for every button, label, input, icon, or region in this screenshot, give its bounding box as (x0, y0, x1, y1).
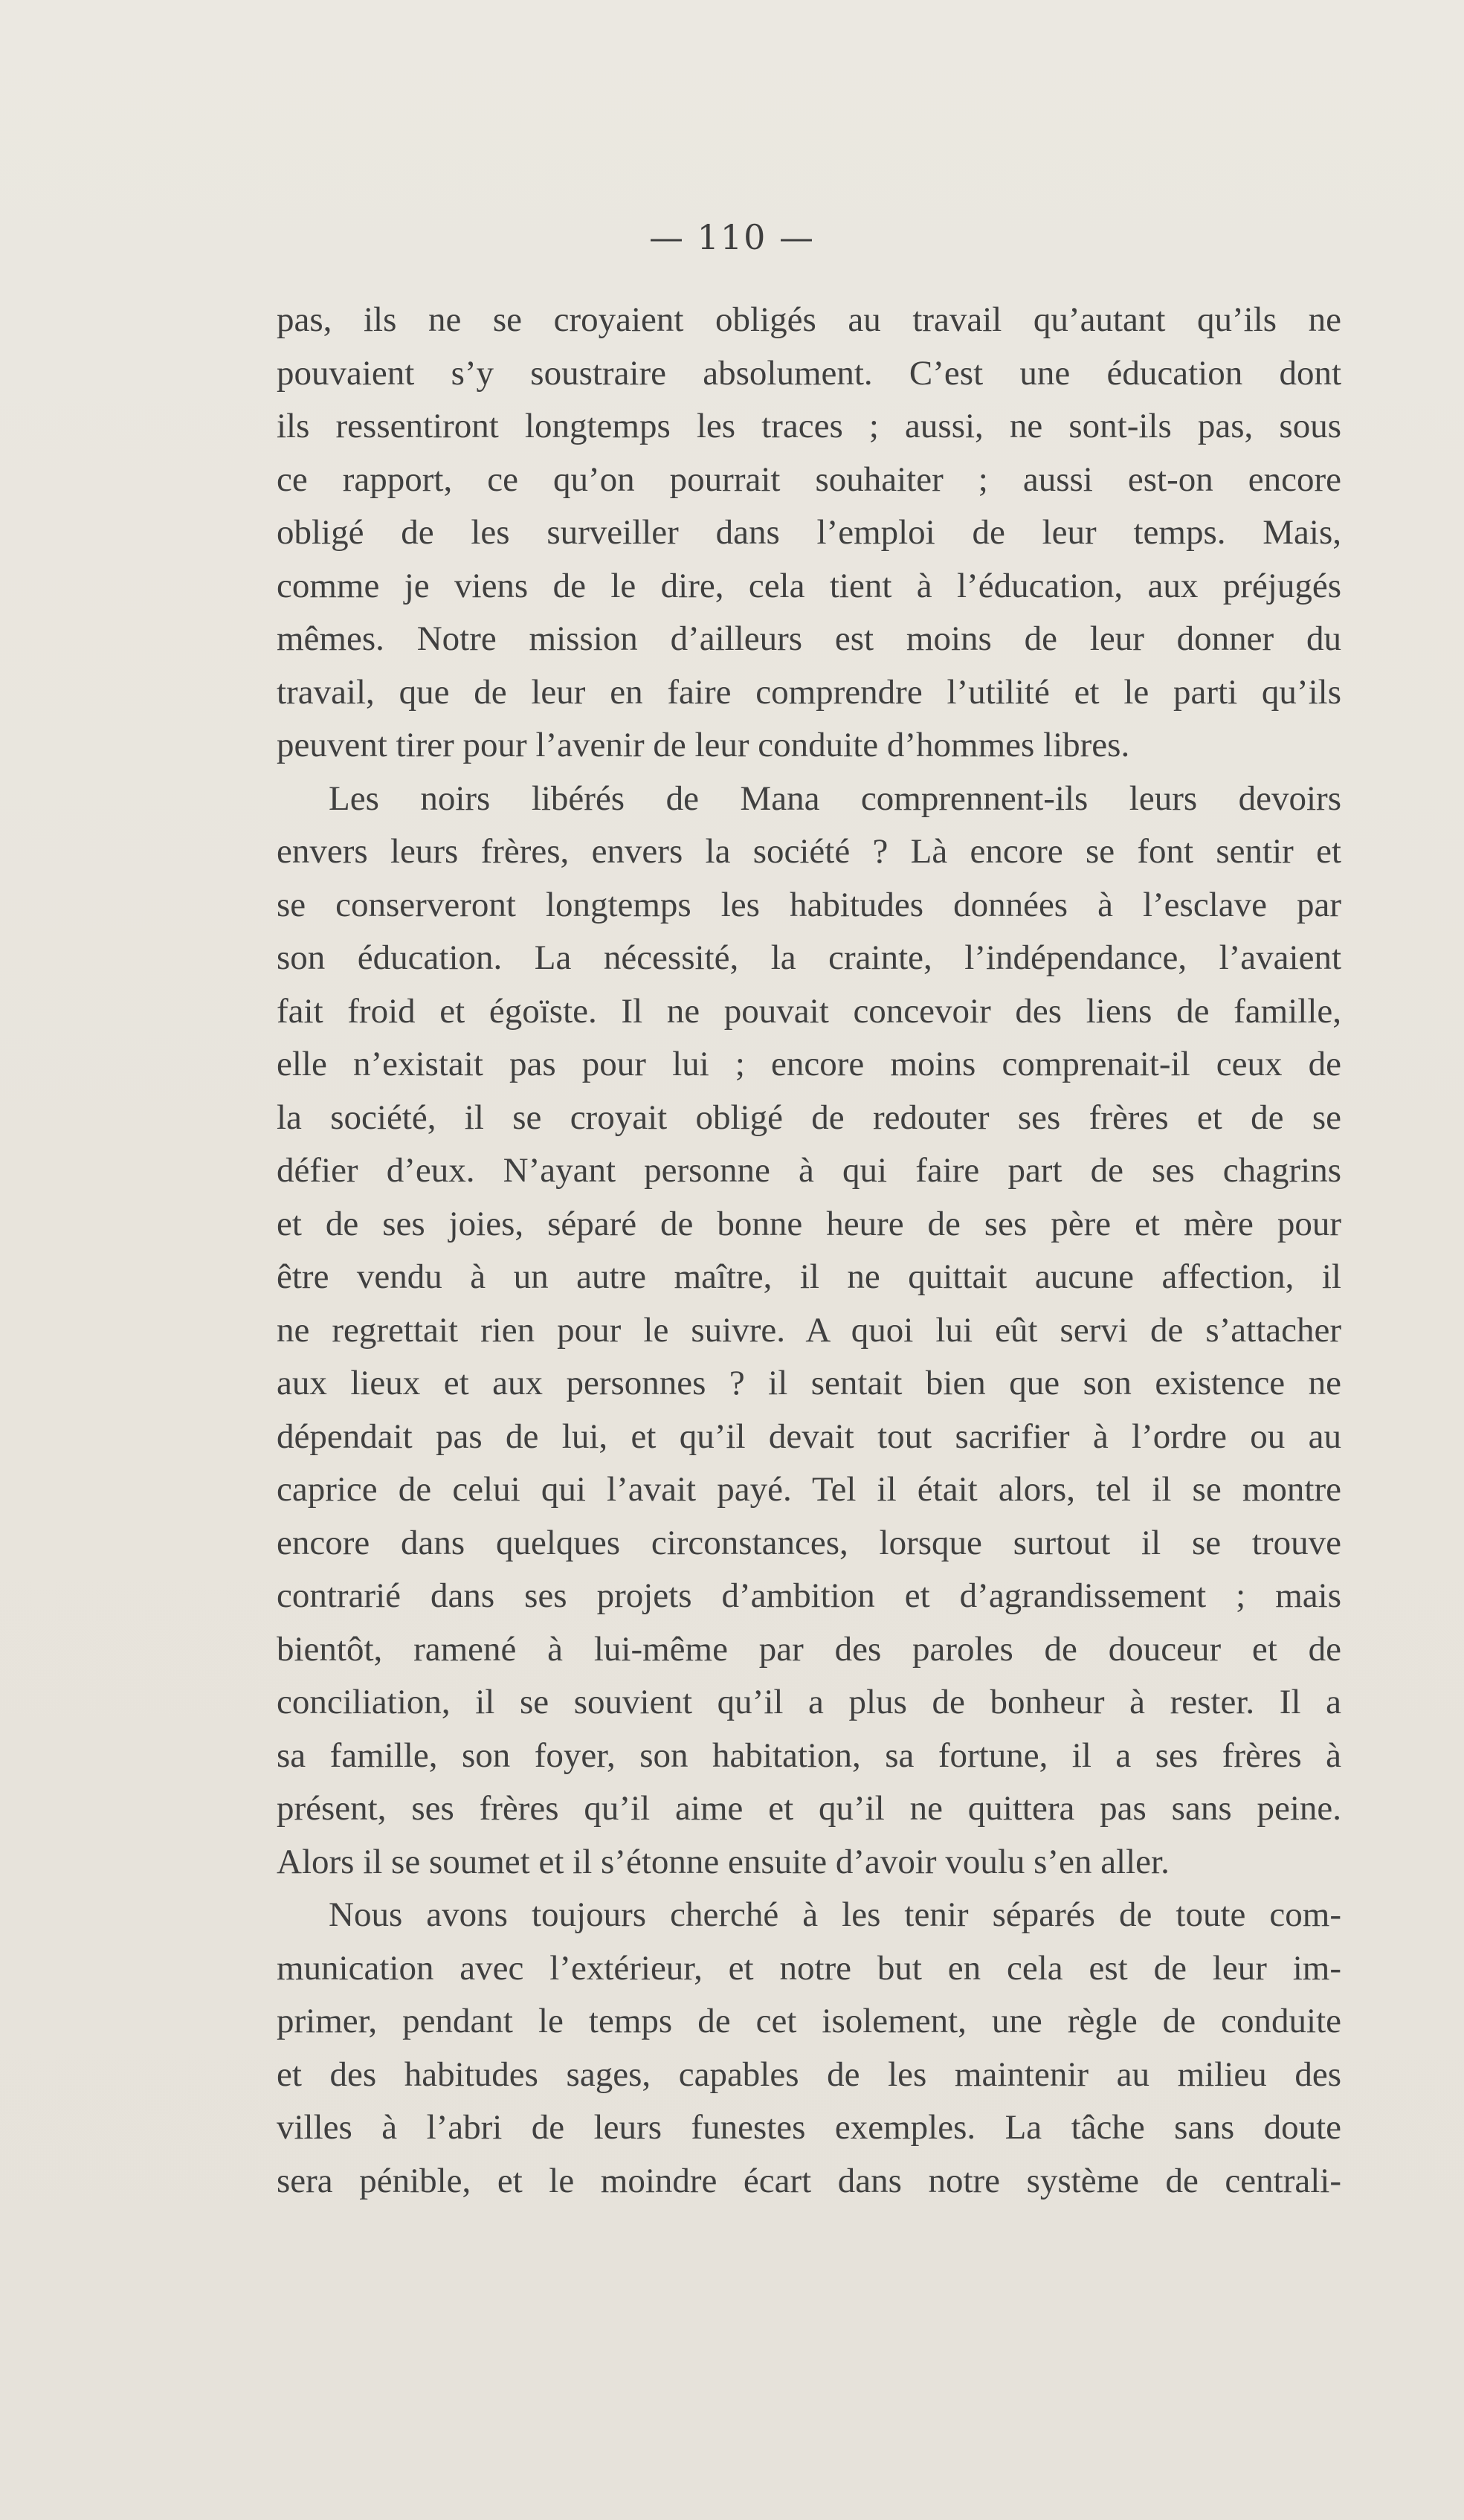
text-line: Les noirs libérés de Mana comprennent-ils leurs devoirs (329, 779, 1341, 818)
text-line: envers leurs frères, envers la société ? Là encore se font sentir et (277, 832, 1341, 871)
text-line: se conserveront longtemps les habitudes données à l’esclave par (277, 885, 1341, 924)
text-line: mêmes. Notre mission d’ailleurs est moins de leur donner du (277, 619, 1341, 658)
text-line: travail, que de leur en faire comprendre l’utilité et le parti qu’ils (277, 672, 1341, 712)
text-line: dépendait pas de lui, et qu’il devait tout sacrifier à l’ordre ou au (277, 1417, 1341, 1456)
text-line: obligé de les surveiller dans l’emploi de leur temps. Mais, (277, 513, 1341, 552)
text-line: et de ses joies, séparé de bonne heure de ses père et mère pour (277, 1204, 1341, 1243)
text-line: caprice de celui qui l’avait payé. Tel il était alors, tel il se montre (277, 1470, 1341, 1509)
page-number: — 110 — (648, 217, 816, 257)
text-line: son éducation. La nécessité, la crainte, l’indépendance, l’avaient (277, 938, 1341, 977)
text-line: et des habitudes sages, capables de les maintenir au milieu des (277, 2055, 1341, 2094)
text-line: pas, ils ne se croyaient obligés au travail qu’autant qu’ils ne (277, 300, 1341, 339)
paragraph-1 (277, 294, 1341, 773)
text-line: sera pénible, et le moindre écart dans notre système de centrali- (277, 2161, 1341, 2200)
text-line: la société, il se croyait obligé de redouter ses frères et de se (277, 1098, 1341, 1137)
text-line: sa famille, son foyer, son habitation, sa fortune, il a ses frères à (277, 1736, 1341, 1775)
text-line: être vendu à un autre maître, il ne quittait aucune affection, il (277, 1257, 1341, 1296)
text-line: munication avec l’extérieur, et notre but en cela est de leur im- (277, 1948, 1341, 1988)
text-line: comme je viens de le dire, cela tient à l’éducation, aux préjugés (277, 566, 1341, 605)
text-line: villes à l’abri de leurs funestes exemples. La tâche sans doute (277, 2108, 1341, 2147)
text-line: pouvaient s’y soustraire absolument. C’est une éducation dont (277, 353, 1341, 393)
paragraph-2 (277, 773, 1341, 1889)
text-line: ils ressentiront longtemps les traces ; aussi, ne sont-ils pas, sous (277, 407, 1341, 445)
text-line: Nous avons toujours cherché à les tenir séparés de toute com- (329, 1895, 1341, 1934)
text-line: aux lieux et aux personnes ? il sentait bien que son existence ne (277, 1364, 1341, 1402)
paragraph-3 (277, 1889, 1341, 2208)
text-line: fait froid et égoïste. Il ne pouvait concevoir des liens de famille, (277, 991, 1341, 1031)
text-line: ne regrettait rien pour le suivre. A quoi lui eût servi de s’attacher (277, 1310, 1341, 1350)
text-line: encore dans quelques circonstances, lorsque surtout il se trouve (277, 1523, 1341, 1562)
text-line: elle n’existait pas pour lui ; encore moins comprenait-il ceux de (277, 1045, 1341, 1083)
body-text (277, 294, 1341, 2208)
text-line: défier d’eux. N’ayant personne à qui faire part de ses chagrins (277, 1151, 1341, 1190)
text-line: contrarié dans ses projets d’ambition et d’agrandissement ; mais (277, 1576, 1341, 1615)
text-line: présent, ses frères qu’il aime et qu’il ne quittera pas sans peine. (277, 1789, 1341, 1828)
text-line: ce rapport, ce qu’on pourrait souhaiter ; aussi est-on encore (277, 460, 1341, 499)
text-line: peuvent tirer pour l’avenir de leur conduite d’hommes libres. (277, 726, 1130, 764)
text-line: primer, pendant le temps de cet isolement, une règle de conduite (277, 2002, 1341, 2040)
text-line: conciliation, il se souvient qu’il a plus de bonheur à rester. Il a (277, 1683, 1341, 1721)
text-line: bientôt, ramené à lui-même par des paroles de douceur et de (277, 1629, 1341, 1669)
text-line: Alors il se soumet et il s’étonne ensuite d’avoir voulu s’en aller. (277, 1842, 1170, 1881)
